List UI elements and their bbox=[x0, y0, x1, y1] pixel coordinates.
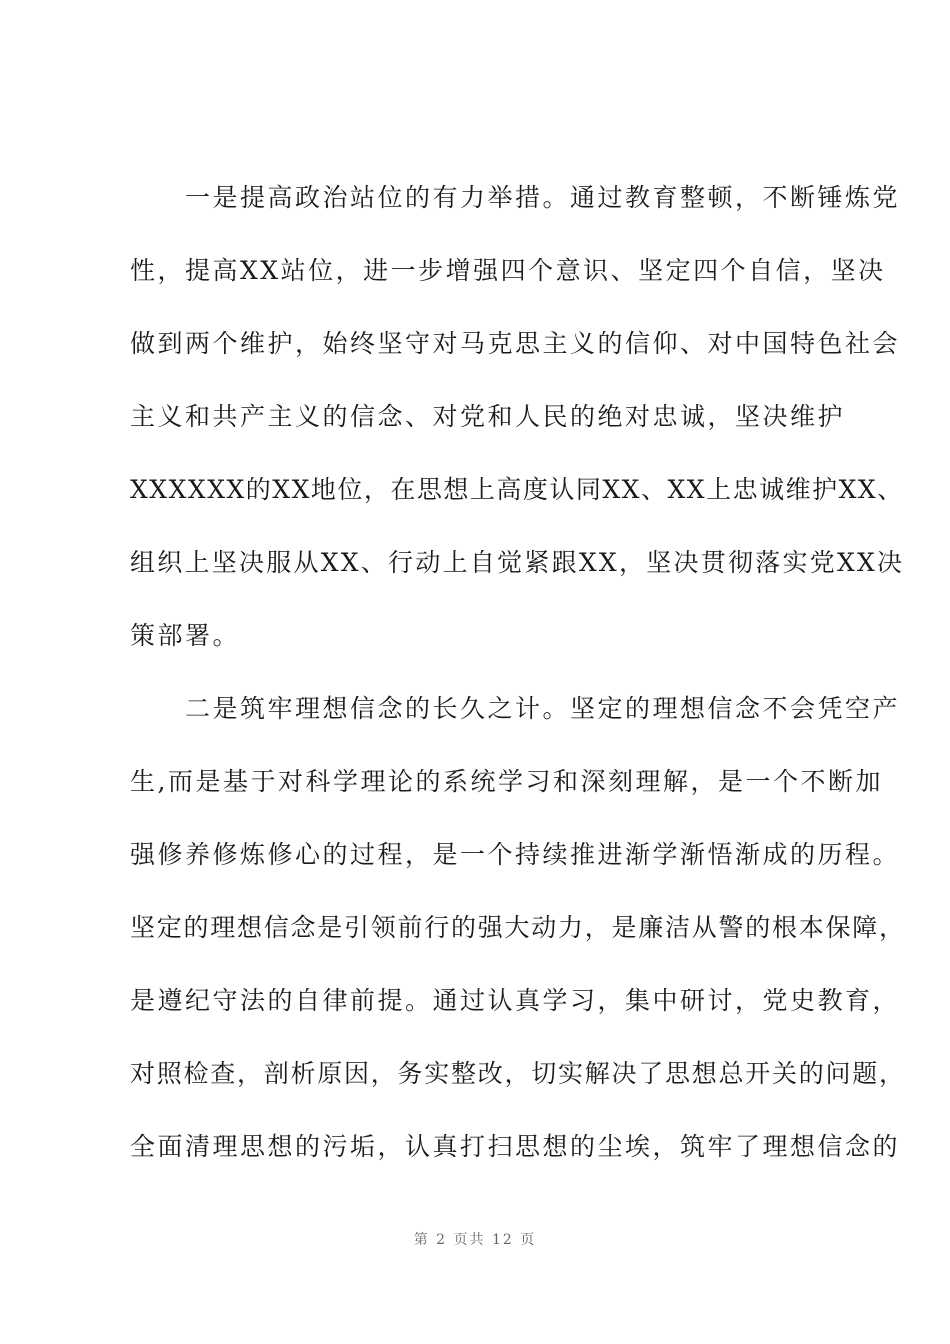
paragraph-line: 对照检查，剖析原因，务实整改，切实解决了思想总开关的问题， bbox=[130, 1059, 906, 1088]
paragraph-line: 一是提高政治站位的有力举措。通过教育整顿，不断锤炼党 bbox=[130, 183, 901, 212]
paragraph-line: 性，提高XX站位，进一步增强四个意识、坚定四个自信，坚决 bbox=[130, 256, 886, 285]
paragraph-line: 坚定的理想信念是引领前行的强大动力，是廉洁从警的根本保障， bbox=[130, 913, 906, 942]
paragraph-line: 二是筑牢理想信念的长久之计。坚定的理想信念不会凭空产 bbox=[130, 694, 901, 723]
paragraph-line: 做到两个维护，始终坚守对马克思主义的信仰、对中国特色社会 bbox=[130, 329, 901, 358]
paragraph-line: XXXXXX的XX地位，在思想上高度认同XX、XX上忠诚维护XX、 bbox=[130, 475, 904, 504]
paragraph-line: 是遵纪守法的自律前提。通过认真学习，集中研讨，党史教育， bbox=[130, 986, 901, 1015]
page-number-footer: 第 2 页共 12 页 bbox=[413, 1232, 537, 1248]
paragraph-line: 强修养修炼修心的过程，是一个持续推进渐学渐悟渐成的历程。 bbox=[130, 840, 901, 869]
paragraph-line: 生,而是基于对科学理论的系统学习和深刻理解，是一个不断加 bbox=[130, 767, 883, 796]
paragraph-line: 主义和共产主义的信念、对党和人民的绝对忠诚，坚决维护 bbox=[130, 402, 846, 431]
paragraph-line: 组织上坚决服从XX、行动上自觉紧跟XX，坚决贯彻落实党XX决 bbox=[130, 548, 905, 577]
paragraph-line: 策部署。 bbox=[130, 621, 241, 650]
paragraph-line: 全面清理思想的污垢，认真打扫思想的尘埃，筑牢了理想信念的 bbox=[130, 1132, 901, 1161]
